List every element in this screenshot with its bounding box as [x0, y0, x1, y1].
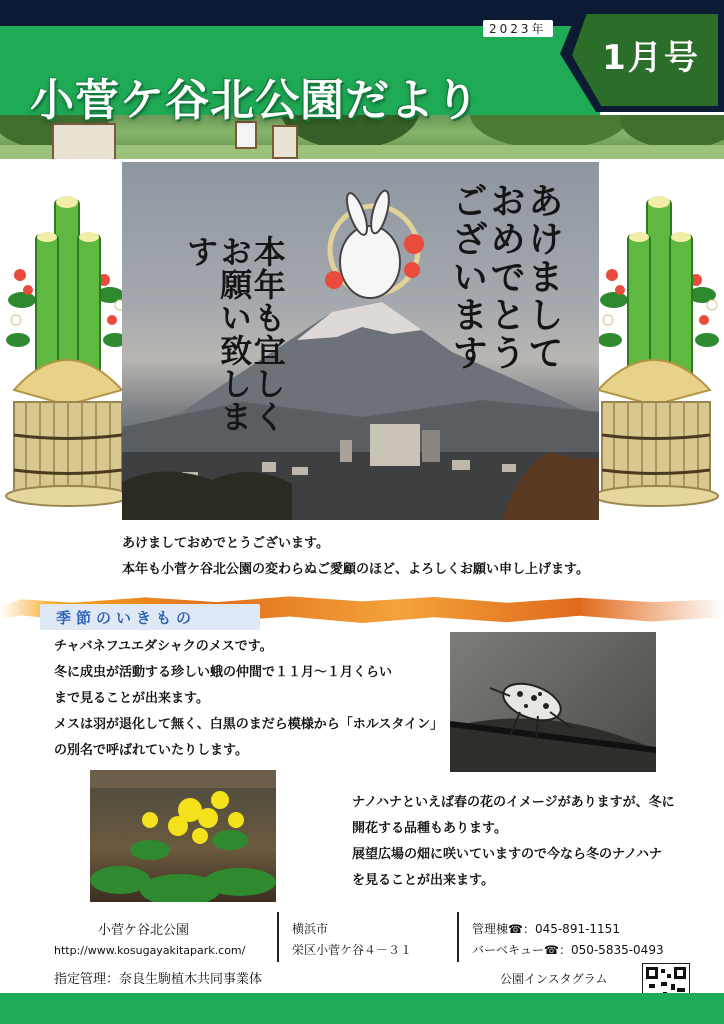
calligraphy-line: あけまして: [522, 182, 565, 372]
kadomatsu-left-illustration: [0, 180, 130, 520]
calligraphy-line: お願い致します: [181, 235, 254, 433]
footer-divider: [457, 912, 459, 962]
text-line: メスは羽が退化して無く、白黒のまだら模様から「ホルスタイン」: [54, 717, 444, 732]
text-line: を見ることが出来ます。: [352, 873, 494, 888]
text-line: チャバネフユエダシャクのメスです。: [54, 639, 273, 654]
calligraphy-line: ございます: [446, 182, 489, 372]
footer-phone-office: 管理棟☎：045-891-1151: [472, 922, 620, 936]
year-label: 2023年: [483, 20, 553, 37]
moth-photo: [450, 632, 656, 772]
text-line: ナノハナといえば春の花のイメージがありますが、冬に: [352, 795, 675, 810]
footer-url-link[interactable]: http://www.kosugayakitapark.com/: [54, 944, 246, 957]
newsletter-title: 小菅ケ谷北公園だより: [30, 75, 480, 126]
calligraphy-line: おめでとう: [484, 182, 527, 372]
footer-address-street: 栄区小菅ケ谷４－３１: [292, 943, 413, 957]
footer-phone-bbq: バーベキュー☎：050-5835-0493: [472, 943, 664, 957]
section-title: 季節のいきもの: [56, 609, 197, 627]
nanohana-description: [352, 790, 692, 894]
footer-bar: [0, 993, 724, 1024]
greeting-line-1: あけましておめでとうございます。: [122, 536, 329, 551]
issue-label: 1月号: [602, 38, 700, 78]
footer-divider: [277, 912, 279, 962]
text-line: の別名で呼ばれていたりします。: [54, 743, 248, 758]
calligraphy-line: 本年も宜しく: [248, 235, 287, 433]
text-line: 冬に成虫が活動する珍しい蛾の仲間で１１月～１月くらい: [54, 665, 393, 680]
kadomatsu-right-illustration: [592, 180, 722, 520]
new-year-greeting-calligraphy: [446, 182, 565, 412]
best-wishes-calligraphy: [181, 235, 287, 445]
nanohana-photo: [90, 770, 276, 902]
insect-description: [54, 634, 454, 764]
footer-address-city: 横浜市: [292, 922, 329, 936]
text-line: 開花する品種もあります。: [352, 821, 507, 836]
footer-instagram-label: 公園インスタグラム: [500, 972, 608, 986]
footer-manager: 指定管理：奈良生駒植木共同事業体: [54, 972, 263, 987]
text-line: まで見ることが出来ます。: [54, 691, 209, 706]
text-line: 展望広場の畑に咲いていますので今なら冬のナノハナ: [352, 847, 663, 862]
footer-park-name: 小菅ケ谷北公園: [98, 923, 190, 938]
greeting-line-2: 本年も小菅ケ谷北公園の変わらぬご愛顧のほど、よろしくお願い申し上げます。: [122, 562, 589, 577]
